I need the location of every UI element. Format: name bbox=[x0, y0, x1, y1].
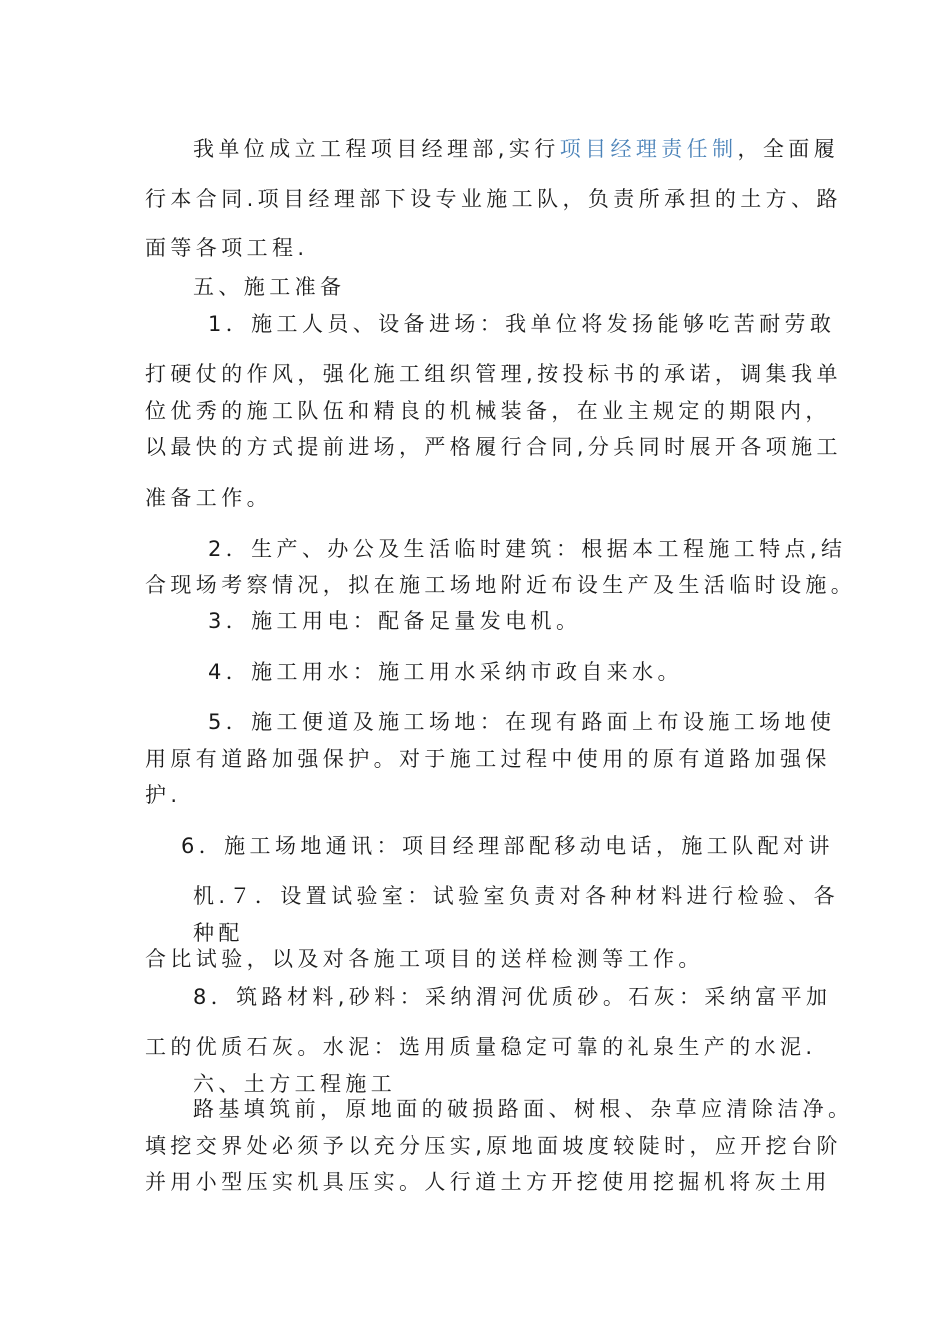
section-heading: 五、施工准备 bbox=[193, 275, 346, 299]
list-item-line: 2．生产、办公及生活临时建筑：根据本工程施工特点,结 bbox=[208, 537, 847, 561]
list-item-line: 合比试验，以及对各施工项目的送样检测等工作。 bbox=[145, 947, 704, 971]
list-item-line: 打硬仗的作风，强化施工组织管理,按投标书的承诺，调集我单 bbox=[145, 362, 842, 386]
list-item-line: 以最快的方式提前进场，严格履行合同,分兵同时展开各项施工 bbox=[145, 435, 842, 459]
paragraph-line: 面等各项工程. bbox=[145, 236, 309, 260]
section-heading: 六、土方工程施工 bbox=[193, 1072, 397, 1096]
list-item-line: 4．施工用水：施工用水采纳市政自来水。 bbox=[208, 660, 683, 684]
list-item-line: 8．筑路材料,砂料：采纳渭河优质砂。石灰：采纳富平加 bbox=[193, 985, 832, 1009]
list-item-line: 1．施工人员、设备进场：我单位将发扬能够吃苦耐劳敢 bbox=[208, 312, 836, 336]
paragraph-line: 并用小型压实机具压实。人行道土方开挖使用挖掘机将灰土用 bbox=[145, 1170, 831, 1194]
link-project-manager-responsibility[interactable]: 项目经理责任制 bbox=[559, 137, 738, 161]
paragraph-line: 行本合同.项目经理部下设专业施工队，负责所承担的土方、路 bbox=[145, 187, 842, 211]
list-item-line: 6．施工场地通讯：项目经理部配移动电话，施工队配对讲 bbox=[181, 834, 834, 858]
list-item-line: 准备工作。 bbox=[145, 486, 272, 510]
paragraph-line: 填挖交界处必须予以充分压实,原地面坡度较陡时，应开挖台阶 bbox=[145, 1134, 842, 1158]
paragraph-line: 路基填筑前，原地面的破损路面、树根、杂草应清除洁净。 bbox=[193, 1097, 854, 1121]
list-item-line: 用原有道路加强保护。对于施工过程中使用的原有道路加强保 bbox=[145, 747, 831, 771]
paragraph-line bbox=[193, 135, 839, 163]
text-run: 我单位成立工程项目经理部,实行 bbox=[193, 137, 560, 161]
list-item-line: 种配 bbox=[193, 921, 244, 945]
text-run: ，全面履 bbox=[737, 137, 840, 161]
list-item-line: 机.７．设置试验室：试验室负责对各种材料进行检验、各 bbox=[193, 884, 840, 908]
list-item-line: 位优秀的施工队伍和精良的机械装备，在业主规定的期限内， bbox=[145, 399, 831, 423]
list-item-line: 5．施工便道及施工场地：在现有路面上布设施工场地使 bbox=[208, 710, 836, 734]
list-item-line: 合现场考察情况，拟在施工场地附近布设生产及生活临时设施。 bbox=[145, 573, 857, 597]
list-item-line: 护. bbox=[145, 783, 182, 807]
list-item-line: 3．施工用电：配备足量发电机。 bbox=[208, 609, 582, 633]
list-item-line: 工的优质石灰。水泥：选用质量稳定可靠的礼泉生产的水泥. bbox=[145, 1035, 817, 1059]
